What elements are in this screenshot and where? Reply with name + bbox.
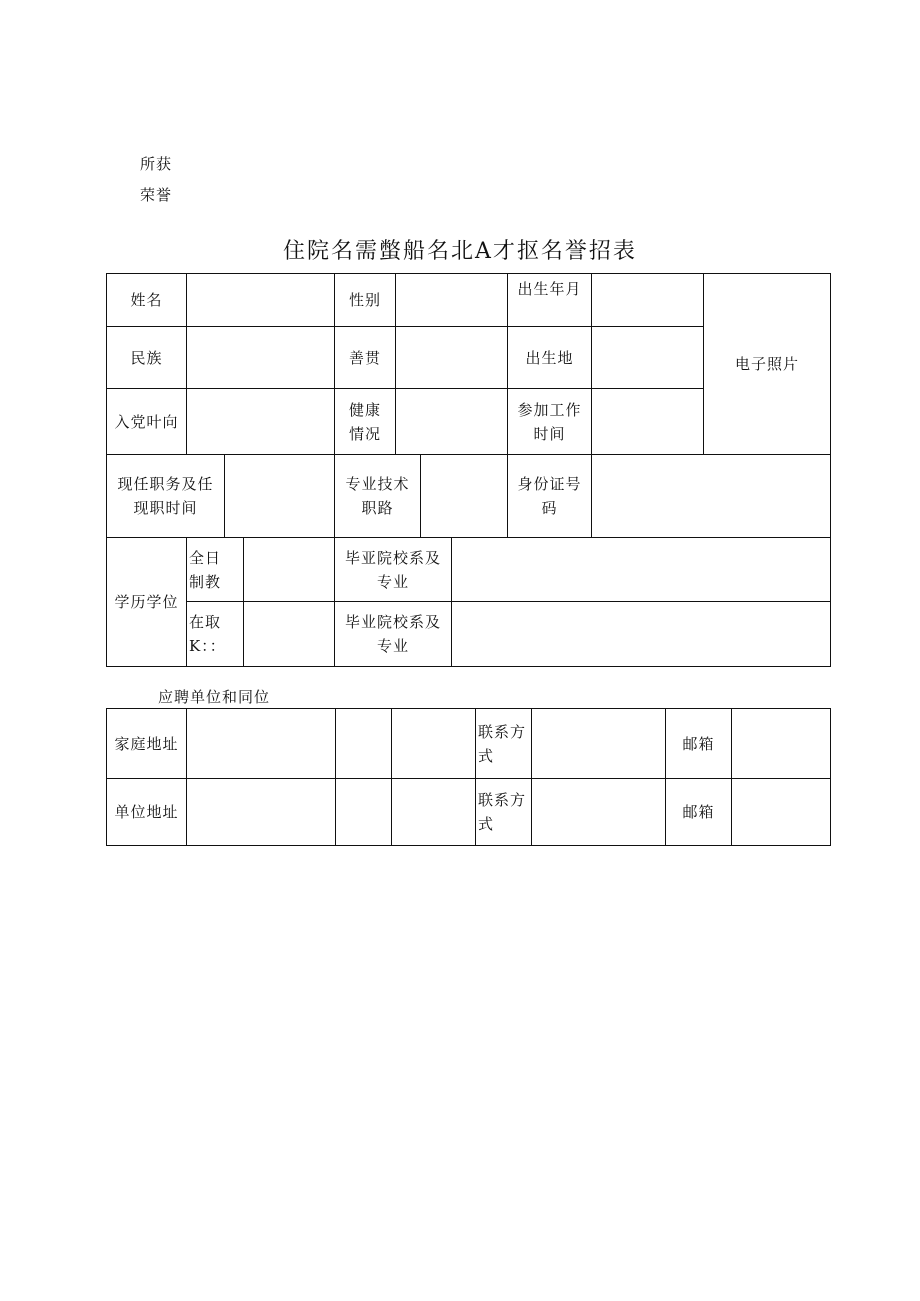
name-field[interactable] xyxy=(187,274,334,326)
name-label: 姓名 xyxy=(130,291,163,309)
work-address-extra-field-1[interactable] xyxy=(336,779,391,845)
work-address-extra-field-2[interactable] xyxy=(392,779,475,845)
photo-box[interactable]: 电子照片 xyxy=(734,355,799,373)
ethnicity-label: 民族 xyxy=(130,348,163,367)
home-address-extra-field-1[interactable] xyxy=(336,709,391,778)
ethnicity-field[interactable] xyxy=(187,327,334,388)
gender-label: 性别 xyxy=(348,291,381,309)
current-position-field[interactable] xyxy=(225,455,334,537)
fulltime-school-field[interactable] xyxy=(452,538,830,601)
health-label: 健康 情况 xyxy=(348,400,381,443)
home-contact-label: 联系方 式 xyxy=(478,722,527,765)
education-label: 学历学位 xyxy=(114,593,179,611)
work-start-field[interactable] xyxy=(592,389,703,454)
home-contact-field[interactable] xyxy=(532,709,665,778)
native-place-label: 善贯 xyxy=(348,348,381,367)
parttime-school-label: 毕业院校系及 专业 xyxy=(344,613,441,655)
form-title: 住院名需蟞船名北A才抠名誉招表 xyxy=(283,239,637,264)
id-number-label: 身份证号 码 xyxy=(517,475,582,517)
parttime-edu-field[interactable] xyxy=(244,602,334,666)
work-email-field[interactable] xyxy=(732,779,830,845)
birth-date-label: 出生年月 xyxy=(517,280,582,298)
native-place-field[interactable] xyxy=(396,327,507,388)
work-contact-field[interactable] xyxy=(532,779,665,845)
fulltime-edu-label: 全日 制教 xyxy=(189,548,222,591)
work-contact-label: 联系方 式 xyxy=(478,791,527,833)
parttime-school-field[interactable] xyxy=(452,602,830,666)
work-address-label: 单位地址 xyxy=(114,803,179,821)
professional-title-label: 专业技术 职路 xyxy=(345,475,410,517)
home-address-extra-field-2[interactable] xyxy=(392,709,475,778)
health-field[interactable] xyxy=(396,389,507,454)
professional-title-field[interactable] xyxy=(421,455,507,537)
home-email-label: 邮箱 xyxy=(682,734,715,753)
home-address-field[interactable] xyxy=(187,709,335,778)
current-position-label: 现任职务及任 现职时间 xyxy=(117,475,214,517)
parttime-edu-label: 在取 K：： xyxy=(189,613,226,655)
birth-date-field[interactable] xyxy=(592,274,703,326)
party-label: 入党叶向 xyxy=(114,412,179,431)
id-number-field[interactable] xyxy=(592,455,830,537)
applied-unit-label: 应聘单位和同位 xyxy=(158,688,271,706)
fulltime-edu-field[interactable] xyxy=(244,538,334,601)
honors-label-line2: 荣誉 xyxy=(140,186,173,204)
birthplace-field[interactable] xyxy=(592,327,703,388)
gender-field[interactable] xyxy=(396,274,507,326)
work-email-label: 邮箱 xyxy=(682,803,715,821)
fulltime-school-label: 毕亚院校系及 专业 xyxy=(344,548,441,591)
work-address-field[interactable] xyxy=(187,779,335,845)
home-email-field[interactable] xyxy=(732,709,830,778)
honors-label-line1: 所获 xyxy=(140,155,173,173)
work-start-label: 参加工作 时间 xyxy=(517,400,582,443)
birthplace-label: 出生地 xyxy=(525,348,574,367)
home-address-label: 家庭地址 xyxy=(114,734,179,753)
party-field[interactable] xyxy=(187,389,334,454)
